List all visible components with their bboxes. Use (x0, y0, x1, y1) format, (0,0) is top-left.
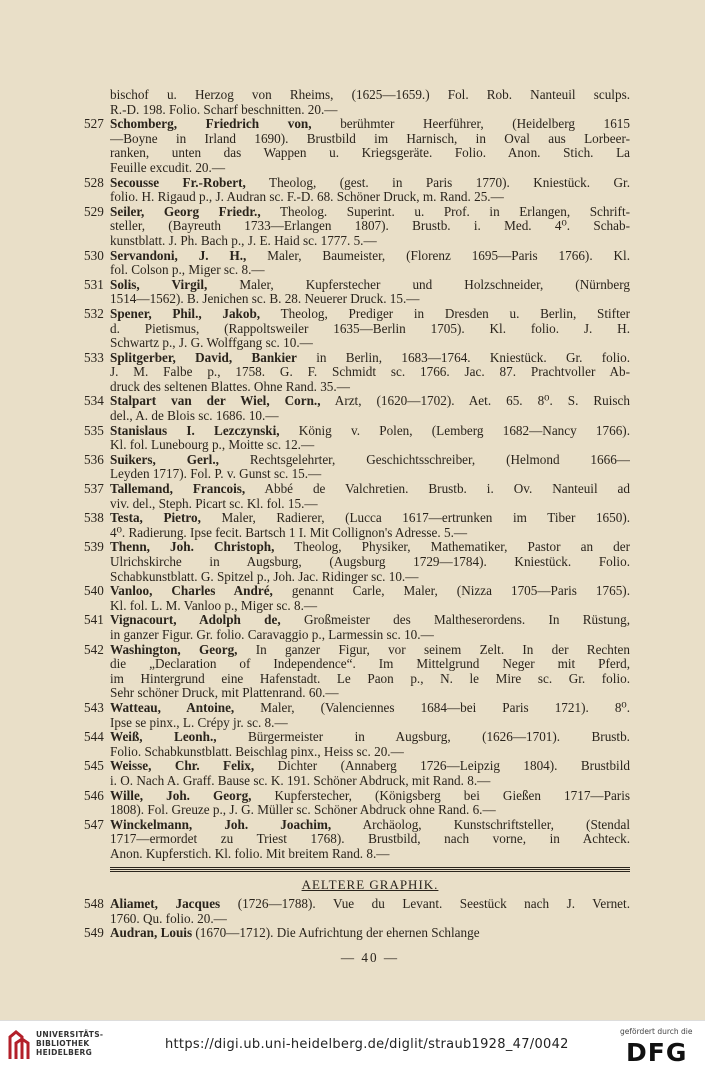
entry-name: Weisse, Chr. Felix, (110, 759, 255, 774)
entry-number: 543 (84, 699, 104, 715)
entry-text: Ulrichskirche in Augsburg, (Augsburg 1729—1784). Kniestück. Folio. (110, 555, 630, 569)
entry-text: Ipse se pinx., L. Crépy jr. sc. 8.— (110, 715, 288, 730)
entry-text: Theolog, Physiker, Mathematiker, Pastor an der (274, 540, 630, 555)
entry-number: 532 (84, 305, 104, 321)
entry-line (110, 394, 630, 409)
entry-text: genannt Carle, Maler, (Nizza 1705—Paris 1765). (272, 584, 630, 599)
entry-list-2 (84, 896, 630, 941)
entry-line (110, 803, 630, 818)
entry-text: Maler, Baumeister, (Florenz 1695—Paris 1766). Kl. (246, 248, 630, 263)
entry-number: 538 (84, 510, 104, 526)
entry-line (110, 497, 630, 512)
entry-name: Thenn, Joh. Christoph, (110, 540, 275, 555)
entry-number: 531 (84, 276, 104, 292)
entry-line (110, 832, 630, 847)
entry-line (110, 146, 630, 161)
entry-number: 530 (84, 247, 104, 263)
entry-name: Servandoni, J. H., (110, 248, 247, 263)
entry-text: Theolog, (gest. in Paris 1770). Kniestück. Gr. (245, 175, 630, 190)
entry-line (110, 613, 630, 628)
entry-text: steller, (Bayreuth 1733—Erlangen 1807). Brustb. i. Med. 4⁰. Schab- (110, 219, 630, 234)
entry-text: Arzt, (1620—1702). Aet. 65. 8⁰. S. Ruisch (320, 394, 630, 409)
catalog-entry (84, 539, 630, 584)
entry-line (110, 365, 630, 380)
catalog-entry (84, 787, 630, 818)
entry-number: 544 (84, 729, 104, 745)
entry-number: 534 (84, 393, 104, 409)
entry-text: Schwartz p., J. G. Wolffgang sc. 10.— (110, 336, 313, 351)
entry-text: viv. del., Steph. Picart sc. Kl. fol. 15.— (110, 496, 318, 511)
page-number: — 40 — (340, 949, 400, 965)
entry-name: Testa, Pietro, (110, 511, 201, 526)
entry-text: die „Declaration of Independence“. Im Mittelgrund Neger mit Pferd, (110, 657, 630, 672)
entry-number: 537 (84, 481, 104, 497)
catalog-entry (84, 276, 630, 307)
entry-text: im Hintergrund eine Hafenstadt. Le Paon p., N. le Mire sc. Gr. folio. (110, 671, 630, 686)
entry-text: Dichter (Annaberg 1726—Leipzig 1804). Brustbild (254, 759, 630, 774)
funding-note: gefördert durch die (620, 1027, 693, 1036)
entry-name: Wille, Joh. Georg, (110, 788, 252, 803)
entry-text: Rechtsgelehrter, Geschichtsschreiber, (Helmond 1666— (218, 452, 630, 467)
entry-name: Weiß, Leonh., (110, 730, 217, 745)
entry-line (110, 467, 630, 482)
entry-line (110, 745, 630, 760)
entry-line (110, 132, 630, 147)
entry-line (110, 701, 630, 716)
entry-text: kunstblatt. J. Ph. Bach p., J. E. Haid sc. 1777. 5.— (110, 233, 377, 248)
entry-text: i. O. Nach A. Graff. Bause sc. K. 191. Schöner Abdruck, mit Rand. 8.— (110, 773, 491, 788)
entry-text: in ganzer Figur. Gr. folio. Caravaggio p., Larmessin sc. 10.— (110, 627, 434, 642)
entry-line (110, 336, 630, 351)
catalog-entry (84, 758, 630, 788)
catalog-entry (84, 699, 630, 730)
entry-line (110, 88, 630, 103)
entry-line (110, 599, 630, 614)
entry-text: Schabkunstblatt. G. Spitzel p., Joh. Jac. Ridinger sc. 10.— (110, 569, 419, 584)
entry-name: Washington, Georg, (110, 642, 238, 657)
catalog-entry (84, 925, 630, 941)
entry-number: 542 (84, 641, 104, 657)
entry-line (110, 190, 630, 205)
entry-line (110, 789, 630, 804)
entry-line (110, 380, 630, 395)
entry-text: Bürgermeister in Augsburg, (1626—1701). Brustb. (216, 730, 630, 745)
entry-name: Vanloo, Charles André, (110, 584, 273, 599)
entry-text: Abbé de Valchretien. Brustb. i. Ov. Nanteuil ad (245, 482, 630, 497)
entry-number: 547 (84, 816, 104, 832)
entry-number: 546 (84, 787, 104, 803)
entry-text: bischof u. Herzog von Rheims, (1625—1659.) Fol. Rob. Nanteuil sculps. (110, 88, 630, 102)
entry-line (110, 759, 630, 774)
entry-number: 529 (84, 203, 104, 219)
entry-text: Kupferstecher, (Königsberg bei Gießen 1717—Paris (251, 788, 630, 803)
catalog-entry (84, 247, 630, 278)
entry-line (110, 818, 630, 833)
entry-number: 535 (84, 422, 104, 438)
entry-line (110, 847, 630, 862)
entry-name: Seiler, Georg Friedr., (110, 204, 261, 219)
double-rule (110, 867, 630, 872)
entry-text: Maler, (Valenciennes 1684—bei Paris 1721). 8⁰. (234, 700, 630, 715)
entry-name: Secousse Fr.-Robert, (110, 175, 246, 190)
entry-line (110, 263, 630, 278)
entry-line (110, 628, 630, 643)
entry-line (110, 292, 630, 307)
entry-line (110, 511, 630, 526)
entry-text: (1670—1712). Die Aufrichtung der ehernen Schlange (192, 926, 480, 941)
entry-line (110, 482, 630, 497)
entry-line (110, 643, 630, 658)
entry-text: Folio. Schabkunstblatt. Beischlag pinx., Heiss sc. 20.— (110, 744, 404, 759)
entry-name: Schomberg, Friedrich von, (110, 117, 312, 132)
catalog-entry (84, 510, 630, 540)
entry-line (110, 897, 630, 912)
entry-text: J. M. Falbe p., 1758. G. F. Schmidt sc. 1766. Jac. 87. Prachtvoller Ab- (110, 365, 630, 380)
entry-text: d. Pietismus, (Rappoltsweiler 1635—Berlin 1705). Kl. folio. J. H. (110, 321, 630, 336)
entry-name: Stanislaus I. Lezczynski, (110, 423, 280, 438)
entry-number: 548 (84, 896, 104, 912)
entry-name: Stalpart van der Wiel, Corn., (110, 394, 321, 409)
entry-line (110, 730, 630, 745)
library-name[interactable]: UNIVERSITÄTS- BIBLIOTHEK HEIDELBERG (36, 1030, 104, 1057)
catalog-entry (84, 174, 630, 205)
section-heading: AELTERE GRAPHIK. (301, 877, 439, 893)
entry-line (110, 555, 630, 570)
entry-line (110, 205, 630, 220)
catalog-entry (84, 896, 630, 926)
entry-text: In ganzer Figur, vor seinem Zelt. In der Rechten (237, 642, 630, 657)
entry-text: Theolog, Prediger in Dresden u. Berlin, Stifter (260, 306, 630, 321)
catalog-entry (84, 203, 630, 249)
entry-text: Maler, Radierer, (Lucca 1617—ertrunken im Tiber 1650). (200, 511, 630, 526)
catalog-entry (84, 641, 630, 701)
entry-text: in Berlin, 1683—1764. Kniestück. Gr. folio. (296, 350, 630, 365)
catalog-entry (84, 451, 630, 482)
entry-text: fol. Colson p., Miger sc. 8.— (110, 263, 265, 278)
entry-text: 1717—ermordet zu Triest 1768). Brustbild, nach vorne, in Achteck. (110, 832, 630, 847)
entry-line (110, 103, 630, 118)
entry-text: druck des seltenen Blattes. Ohne Rand. 35.— (110, 379, 350, 394)
entry-text: 4⁰. Radierung. Ipse fecit. Bartsch 1 I. Mit Collignon's Adresse. 5.— (110, 525, 468, 540)
catalog-entry (84, 729, 630, 759)
entry-line (110, 219, 630, 234)
catalog-entry (84, 612, 630, 642)
entry-text: ranken, unten das Wappen u. Kriegsgeräte. Folio. Anon. Stich. La (110, 146, 630, 161)
entry-text: 1760. Qu. folio. 20.— (110, 911, 227, 926)
entry-line (110, 672, 630, 687)
entry-text: Leyden 1717). Fol. P. v. Gunst sc. 15.— (110, 467, 322, 482)
entry-line (110, 774, 630, 789)
permalink-url[interactable]: https://digi.ub.uni-heidelberg.de/diglit/straub1928_47/0042 (165, 1037, 569, 1052)
catalog-entry (84, 816, 630, 862)
catalog-entry (84, 305, 630, 351)
entry-text: —Boyne in Irland 1690). Brustbild im Harnisch, in Oval aus Lorbeer- (110, 131, 630, 146)
entry-line (110, 453, 630, 468)
entry-number: 545 (84, 758, 104, 774)
entry-text: Theolog. Superint. u. Prof. in Erlangen, Schrift- (260, 204, 630, 219)
entry-text: folio. H. Rigaud p., J. Audran sc. F.-D. 68. Schöner Druck, m. Rand. 25.— (110, 190, 504, 205)
catalog-entry (84, 583, 630, 613)
entry-number: 533 (84, 349, 104, 365)
entry-line (110, 278, 630, 293)
entry-line (110, 584, 630, 599)
catalog-text (84, 88, 630, 965)
catalog-entry (84, 349, 630, 395)
entry-text: Kl. fol. L. M. Vanloo p., Miger sc. 8.— (110, 598, 318, 613)
entry-text: Maler, Kupferstecher und Holzschneider, (Nürnberg (207, 277, 630, 292)
entry-name: Aliamet, Jacques (110, 897, 221, 912)
entry-line (110, 570, 630, 585)
entry-line (110, 526, 630, 541)
entry-name: Solis, Virgil, (110, 277, 208, 292)
entry-number: 549 (84, 925, 104, 941)
entry-text: R.-D. 198. Folio. Scharf beschnitten. 20.— (110, 102, 338, 117)
entry-name: Splitgerber, David, Bankier (110, 350, 297, 365)
entry-text: Anon. Kupferstich. Kl. folio. Mit breitem Rand. 8.— (110, 846, 390, 861)
entry-text: 1808). Fol. Greuze p., J. G. Müller sc. Schöner Abdruck ohne Rand. 6.— (110, 803, 496, 818)
entry-text: (1726—1788). Vue du Levant. Seestück nach J. Vernet. (220, 897, 630, 912)
entry-line (110, 409, 630, 424)
entry-line (110, 657, 630, 672)
entry-text: 1514—1562). B. Jenichen sc. B. 28. Neuerer Druck. 15.— (110, 292, 420, 307)
entry-line (110, 249, 630, 264)
entry-line (110, 322, 630, 337)
entry-name: Tallemand, Francois, (110, 482, 246, 497)
catalog-entry (84, 422, 630, 453)
dfg-logo[interactable]: DFG (626, 1038, 688, 1067)
entry-line (110, 716, 630, 731)
catalog-entry (110, 88, 630, 117)
entry-number: 527 (84, 116, 104, 132)
entry-line (110, 351, 630, 366)
entry-line (110, 540, 630, 555)
entry-name: Audran, Louis (110, 926, 193, 941)
entry-number: 541 (84, 612, 104, 628)
entry-text: Archäolog, Kunstschriftsteller, (Stendal (331, 817, 630, 832)
catalog-entry (84, 481, 630, 511)
entry-text: König v. Polen, (Lemberg 1682—Nancy 1766). (279, 423, 630, 438)
entry-text: berühmter Heerführer, (Heidelberg 1615 (311, 117, 630, 132)
entry-line (110, 161, 630, 176)
entry-list (84, 88, 630, 861)
entry-line (110, 912, 630, 927)
entry-text: Feuille excudit. 20.— (110, 160, 226, 175)
entry-line (110, 117, 630, 132)
entry-line (110, 176, 630, 191)
entry-line (110, 686, 630, 701)
entry-text: Sehr schöner Druck, mit Plattenrand. 60.— (110, 686, 339, 701)
entry-text: Kl. fol. Lunebourg p., Moitte sc. 12.— (110, 438, 315, 453)
entry-name: Vignacourt, Adolph de, (110, 613, 281, 628)
entry-text: Großmeister des Maltheserordens. In Rüstung, (280, 613, 630, 628)
entry-number: 539 (84, 539, 104, 555)
entry-line (110, 424, 630, 439)
entry-line (110, 234, 630, 249)
viewer-footer (0, 1020, 705, 1071)
entry-name: Winckelmann, Joh. Joachim, (110, 817, 332, 832)
entry-number: 536 (84, 451, 104, 467)
entry-line (110, 307, 630, 322)
entry-line (110, 438, 630, 453)
entry-number: 540 (84, 583, 104, 599)
entry-number: 528 (84, 174, 104, 190)
catalog-entry (84, 393, 630, 424)
entry-name: Spener, Phil., Jakob, (110, 306, 261, 321)
entry-text: del., A. de Blois sc. 1686. 10.— (110, 409, 279, 424)
catalog-entry (84, 116, 630, 175)
entry-name: Suikers, Gerl., (110, 452, 219, 467)
entry-name: Watteau, Antoine, (110, 700, 235, 715)
university-library-logo-icon[interactable] (8, 1029, 30, 1063)
entry-line (110, 926, 630, 941)
